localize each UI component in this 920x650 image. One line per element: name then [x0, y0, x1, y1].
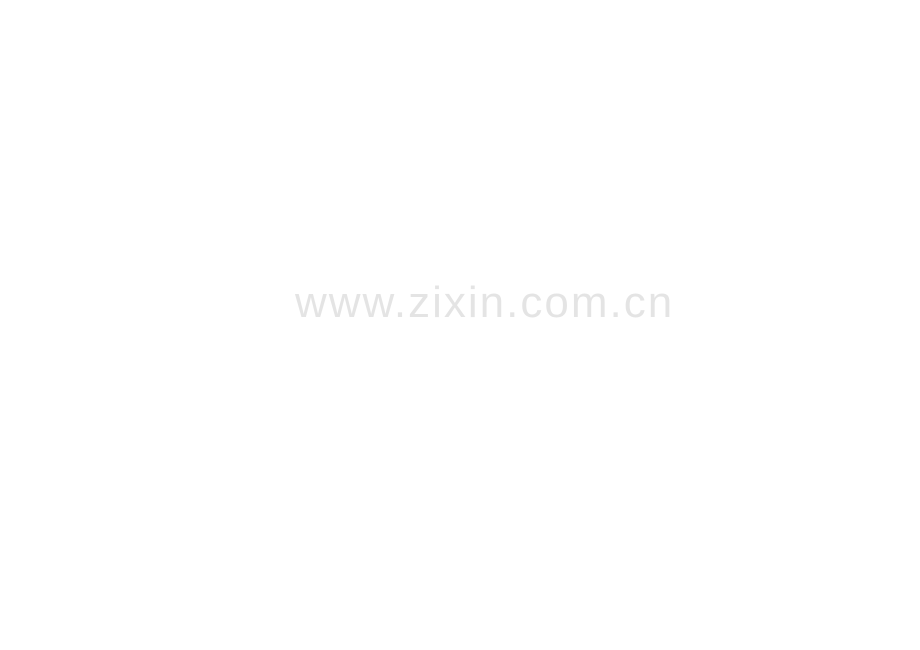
watermark: www.zixin.com.cn — [295, 278, 675, 327]
